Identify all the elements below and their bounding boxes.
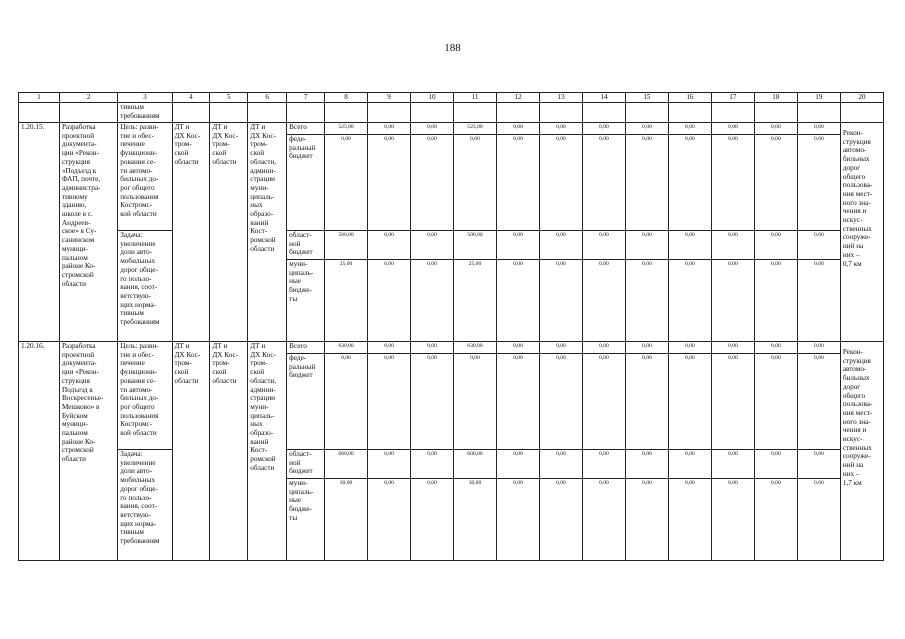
responsible-executor: ДТ и ДХ Кос- тром- ской области	[172, 342, 210, 561]
funding-value: 0,00	[668, 354, 711, 450]
funding-value: 0,00	[539, 135, 582, 231]
funding-source-label: муни- ципаль- ные бюдже- ты	[287, 260, 325, 342]
funding-value: 0,00	[539, 354, 582, 450]
col-header-18: 18	[754, 93, 797, 103]
responsible-executor: ДТ и ДХ Кос- тром- ской области	[172, 123, 210, 342]
funding-value: 0,00	[797, 123, 840, 135]
funding-value: 0,00	[411, 135, 454, 231]
funding-value: 0,00	[582, 260, 625, 342]
funding-value: 0,00	[368, 231, 411, 260]
funding-value: 0,00	[711, 342, 754, 354]
funding-value: 0,00	[711, 354, 754, 450]
measure-name: Разработка проектной документа- ции «Рекон- струкция Подъезд к Воскресенье- Мешково» в Буйском муници- пальном районе Ко- стромской области	[59, 342, 117, 561]
funding-value: 0,00	[797, 342, 840, 354]
funding-value: 0,00	[325, 354, 368, 450]
funding-value: 525,00	[325, 123, 368, 135]
funding-value: 0,00	[797, 479, 840, 561]
funding-source-label: феде- ральный бюджет	[287, 354, 325, 450]
funding-value: 0,00	[368, 135, 411, 231]
funding-value: 0,00	[411, 479, 454, 561]
funding-value: 0,00	[325, 135, 368, 231]
col-header-15: 15	[625, 93, 668, 103]
funding-value: 0,00	[539, 231, 582, 260]
funding-value: 0,00	[625, 479, 668, 561]
table-row	[19, 342, 884, 354]
col-header-6: 6	[248, 93, 287, 103]
funding-value: 0,00	[668, 231, 711, 260]
col-header-19: 19	[797, 93, 840, 103]
funding-value: 0,00	[668, 450, 711, 479]
funding-value: 0,00	[539, 123, 582, 135]
funding-value: 0,00	[625, 231, 668, 260]
col-header-11: 11	[454, 93, 497, 103]
funding-value: 0,00	[582, 342, 625, 354]
participants: ДТ и ДХ Кос- тром- ской области, админи- страции муни- ципаль- ных образо- ваний Кост- ромской области	[248, 123, 287, 342]
col-header-2: 2	[59, 93, 117, 103]
measure-task: Задача: увеличение доли авто- мобильных дорог обще- го пользо- вания, соот- ветствую- щих норма- тивным требованиям	[118, 450, 172, 561]
funding-value: 0,00	[496, 354, 539, 450]
table-row	[19, 450, 884, 479]
funding-value: 30,00	[325, 479, 368, 561]
funding-value: 0,00	[754, 479, 797, 561]
funding-value: 0,00	[582, 450, 625, 479]
expected-result: Рекон- струкция автомо- бильных дорог общего пользова- ния мест- ного зна- чения и искус- ственных сооруже- ний на них – 1,7 км	[840, 342, 883, 561]
funding-value: 0,00	[625, 135, 668, 231]
funding-value: 0,00	[539, 260, 582, 342]
funding-value: 0,00	[754, 231, 797, 260]
funding-value: 0,00	[411, 231, 454, 260]
funding-value: 30,00	[454, 479, 497, 561]
col-header-17: 17	[711, 93, 754, 103]
column-number-row	[19, 93, 884, 103]
funding-value: 0,00	[711, 135, 754, 231]
funding-value: 0,00	[797, 135, 840, 231]
col-header-12: 12	[496, 93, 539, 103]
continuation-text: тивным требованиям	[118, 103, 172, 123]
funding-value: 0,00	[668, 479, 711, 561]
funding-value: 0,00	[496, 450, 539, 479]
funding-value: 0,00	[797, 231, 840, 260]
funding-value: 0,00	[539, 450, 582, 479]
funding-value: 0,00	[754, 123, 797, 135]
funding-value: 500,00	[325, 231, 368, 260]
col-header-16: 16	[668, 93, 711, 103]
funding-value: 25,00	[325, 260, 368, 342]
page-number: 188	[444, 42, 461, 54]
funding-source-label: феде- ральный бюджет	[287, 135, 325, 231]
funding-value: 0,00	[368, 354, 411, 450]
funding-value: 0,00	[582, 123, 625, 135]
funding-value: 0,00	[668, 135, 711, 231]
funding-value: 0,00	[625, 123, 668, 135]
continuation-row	[19, 103, 884, 123]
measure-task: Задача: увеличение доли авто- мобильных дорог обще- го пользо- вания, соот- ветствую- щих норма- тивным требованиям	[118, 231, 172, 342]
funding-value: 25,00	[454, 260, 497, 342]
funding-value: 600,00	[325, 450, 368, 479]
funding-value: 0,00	[797, 450, 840, 479]
funding-value: 0,00	[797, 260, 840, 342]
funding-value: 0,00	[539, 479, 582, 561]
measure-id: 1.20.15.	[19, 123, 60, 342]
funding-value: 0,00	[368, 479, 411, 561]
funding-source-label: област- ной бюджет	[287, 231, 325, 260]
participants: ДТ и ДХ Кос- тром- ской области, админи- страции муни- ципаль- ных образо- ваний Кост- ромской области	[248, 342, 287, 561]
table-row	[19, 231, 884, 260]
funding-value: 0,00	[668, 342, 711, 354]
funding-value: 0,00	[411, 260, 454, 342]
budget-table	[18, 92, 884, 561]
funding-value: 0,00	[625, 342, 668, 354]
funding-value: 0,00	[582, 354, 625, 450]
funding-value: 0,00	[711, 450, 754, 479]
funding-value: 630,00	[454, 342, 497, 354]
measure-id: 1.20.16.	[19, 342, 60, 561]
funding-value: 0,00	[582, 231, 625, 260]
funding-value: 0,00	[625, 450, 668, 479]
co-executor: ДТ и ДХ Кос- тром- ской области	[210, 123, 248, 342]
funding-source-label: област- ной бюджет	[287, 450, 325, 479]
funding-value: 0,00	[411, 342, 454, 354]
funding-value: 0,00	[454, 135, 497, 231]
col-header-5: 5	[210, 93, 248, 103]
col-header-20: 20	[840, 93, 883, 103]
funding-value: 0,00	[454, 354, 497, 450]
funding-value: 0,00	[625, 260, 668, 342]
funding-value: 0,00	[711, 231, 754, 260]
col-header-14: 14	[582, 93, 625, 103]
measure-goal: Цель: разви- тие и обес- печение функциони- рования се- ти автомо- бильных до- рог общего пользования Костромс- кой области	[118, 342, 172, 450]
funding-value: 525,00	[454, 123, 497, 135]
funding-value: 0,00	[411, 450, 454, 479]
funding-value: 0,00	[711, 479, 754, 561]
funding-value: 0,00	[754, 450, 797, 479]
co-executor: ДТ и ДХ Кос- тром- ской области	[210, 342, 248, 561]
col-header-10: 10	[411, 93, 454, 103]
funding-value: 0,00	[754, 354, 797, 450]
funding-source-label: муни- ципаль- ные бюдже- ты	[287, 479, 325, 561]
funding-value: 0,00	[496, 123, 539, 135]
funding-value: 0,00	[625, 354, 668, 450]
funding-value: 600,00	[454, 450, 497, 479]
funding-value: 0,00	[411, 354, 454, 450]
table-row	[19, 123, 884, 135]
funding-value: 0,00	[496, 342, 539, 354]
funding-source-label: Всего	[287, 342, 325, 354]
funding-value: 0,00	[754, 135, 797, 231]
funding-value: 0,00	[368, 123, 411, 135]
funding-value: 0,00	[496, 479, 539, 561]
funding-value: 0,00	[582, 135, 625, 231]
funding-value: 0,00	[711, 260, 754, 342]
col-header-8: 8	[325, 93, 368, 103]
col-header-9: 9	[368, 93, 411, 103]
funding-value: 500,00	[454, 231, 497, 260]
col-header-13: 13	[539, 93, 582, 103]
funding-value: 0,00	[368, 342, 411, 354]
funding-value: 0,00	[539, 342, 582, 354]
col-header-3: 3	[118, 93, 172, 103]
funding-value: 0,00	[368, 260, 411, 342]
funding-value: 0,00	[754, 342, 797, 354]
funding-value: 0,00	[668, 260, 711, 342]
funding-value: 0,00	[496, 260, 539, 342]
expected-result: Рекон- струкция автомо- бильных дорог общего пользова- ния мест- ного зна- чения и искус- ственных сооруже- ний на них – 0,7 км	[840, 123, 883, 342]
funding-value: 0,00	[411, 123, 454, 135]
funding-value: 0,00	[711, 123, 754, 135]
funding-value: 0,00	[582, 479, 625, 561]
funding-value: 0,00	[754, 260, 797, 342]
funding-value: 0,00	[668, 123, 711, 135]
measure-name: Разработка проектной документа- ции «Рекон- струкция «Подъезд к ФАП, почте, администра- тивному зданию, школе в с. Андреев- ское» в Су- санинском муници- пальном районе Ко- стромской области	[59, 123, 117, 342]
funding-value: 0,00	[496, 135, 539, 231]
funding-source-label: Всего	[287, 123, 325, 135]
col-header-1: 1	[19, 93, 60, 103]
funding-value: 0,00	[368, 450, 411, 479]
measure-goal: Цель: разви- тие и обес- печение функциони- рования се- ти автомо- бильных до- рог общего пользования Костромс- кой области	[118, 123, 172, 231]
funding-value: 630,00	[325, 342, 368, 354]
funding-value: 0,00	[496, 231, 539, 260]
col-header-4: 4	[172, 93, 210, 103]
funding-value: 0,00	[797, 354, 840, 450]
col-header-7: 7	[287, 93, 325, 103]
